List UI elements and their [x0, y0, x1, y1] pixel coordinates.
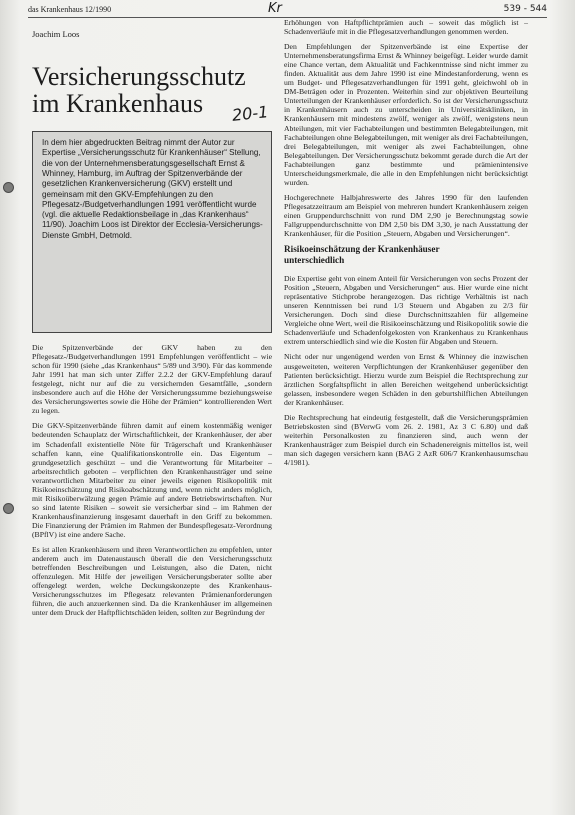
paragraph: Hochgerechnete Halbjahreswerte des Jahres 1990 für den laufenden Pflegesatzzeitraum am Beispiel von mehreren hundert Krankenhäusern zeigen einen Gruppendurchschnitt von rund DM 2,90 je Berechnungstag sowie Fallgruppendurchschnitte von DM 2,50 bis DM 3,30, je nach Ausstattung der Krankenhäuser, für die Position „Steuern, Abgaben und Versicherungen“.: [284, 192, 528, 239]
intro-box: In dem hier abgedruckten Beitrag nimmt der Autor zur Expertise „Versicherungsschutz für Krankenhäuser“ Stellung, die von der Unternehmensberatungsgesellschaft Ernst & Whinney, Hamburg, im Auftrag der Spitzenverbände der gesetzlichen Krankenversicherung (GKV) erstellt und gemeinsam mit den GKV-Empfehlungen zu den Pflegesatz-/Budgetverhandlungen 1991 veröffentlicht wurde (vgl. die aktuelle Redaktionsbeilage in „das Krankenhaus“ 11/90). Joachim Loos ist Direktor der Ecclesia-Versicherungs-Dienste GmbH, Detmold.: [32, 131, 272, 333]
right-column: [284, 18, 528, 473]
author: Joachim Loos: [32, 29, 80, 39]
paragraph: Erhöhungen von Haftpflichtprämien auch – soweit das möglich ist – Schadenverläufe mit in die Pflegesatzverhandlungen genommen werden.: [284, 18, 528, 37]
subheading-line-1: Risikoeinschätzung der Krankenhäuser: [284, 244, 440, 255]
paragraph: Die Spitzenverbände der GKV haben zu den Pflegesatz-/Budgetverhandlungen 1991 Empfehlungen veröffentlicht – wie schon für 1990 (siehe „das Krankenhaus“ 5/89 und 3/90). Für das kommende Jahr 1991 hat man sich unter Ziffer 2.2.2 der GKV-Empfehlung darauf festgelegt, nicht nur auf die zu versichernden Gesamtfälle, „sondern insbesondere auch auf die Höhe der Versicherungssumme beziehungsweise des Versicherungswertes sowie die Höhe der Prämien“ kontrollierenden Wert zu legen.: [32, 343, 272, 416]
paragraph: Die Expertise geht von einem Anteil für Versicherungen von sechs Prozent der Position „Steuern, Abgaben und Versicherungen“ aus. Hier wurde eine nicht repräsentative Stichprobe herangezogen. Das richtige Verhältnis ist nach unseren Kenntnissen bei rund 1/3 Steuern und Abgaben zu 2/3 für Versicherungen. Doch sind diese Durchschnittszahlen für allgemeine Vergleiche ohne Wert, weil die Risikoeinschätzung und Risikopolitik sowie die Schadenverläufe und Schadenfolgekosten von Krankenhaus zu Krankenhaus extrem unterschiedlich sind wie die Kosten für Abgaben und Steuern.: [284, 274, 528, 347]
left-column: [32, 30, 272, 623]
paragraph: Den Empfehlungen der Spitzenverbände ist eine Expertise der Unternehmensberatungsfirma Ernst & Whinney beigefügt. Leider wurde damit eine Chance vertan, dem Aktualität und Fachkenntnisse sind nicht immer zu finden. Aktualität aus dem Jahre 1990 ist eine Mindestanforderung, wenn es um Budget- und Pflegesatzverhandlungen für 1991 geht, gleichwohl ob in DM-Beträgen oder in Prozenten. Weiterhin sind zur objektiven Beurteilung Unterteilungen der Krankenhäuser erforderlich. So ist der Versicherungsschutz in Krankenhäusern auch zu unterscheiden in Universitätskliniken, in Krankenhäusern mit mindestens zwölf, weniger als zwölf, wenigstens neun Abteilungen, mit vier Fachabteilungen und bestimmten Belegabteilungen, mit Fachabteilungen ohne Belegabteilungen, mit weniger als drei Fachabteilungen, drei Belegabteilungen, mit weniger als zwei Fachabteilungen, ohne Belegabteilungen. Der Versicherungsschutz bekommt gerade durch die Art der Fachabteilungen ganz bestimmte und prämienintensive Unterscheidungsmerkmale, die alle in den Empfehlungen nicht berücksichtigt wurden.: [284, 42, 528, 187]
punch-hole-icon: [3, 182, 14, 193]
punch-hole-icon: [3, 503, 14, 514]
paragraph: Die Rechtsprechung hat eindeutig festgestellt, daß die Versicherungsprämien Betriebskosten sind (BVerwG vom 26. 2. 1981, Az 3 C 6.80) und daß weiterhin Personalkosten zu finanzieren sind, auch wenn der Krankenhausträger zum Beispiel durch ein Schadenereignis mittellos ist, weil man sich dagegen versichern kann (BAG 2 AzR 606/7 Krankenhausumschau 4/1981).: [284, 412, 528, 467]
paragraph: Nicht oder nur ungenügend werden von Ernst & Whinney die inzwischen ausgeweiteten, weiteren Verpflichtungen der Krankenhäuser gegenüber den Patienten berücksichtigt. Hierzu wurde zum Beispiel die Rechtsprechung zur ärztlichen Sorgfaltspflicht in allen Bereichen weitgehend unberücksichtigt gelassen, insbesondere wegen Schäden in den geburtshilflichen Abteilungen der Krankenhäuser.: [284, 352, 528, 407]
left-body: [32, 343, 272, 617]
journal-issue: das Krankenhaus 12/1990: [28, 5, 112, 14]
subheading: [284, 244, 528, 266]
title-line-2: im Krankenhaus: [32, 89, 204, 119]
subheading-line-2: unterschiedlich: [284, 255, 345, 266]
handwritten-mark: Kr: [268, 1, 282, 16]
paragraph: Die GKV-Spitzenverbände führen damit auf einem kostenmäßig weniger bedeutenden Schauplatz der Wirtschaftlichkeit, der Krankenhäuser, der aber im Schadenfall existentielle Nöte für Trägerschaft und Krankenhäuser schaffen kann, eine Qualifikationskontrolle ein. Das Eigentum – grundgesetzlich geschützt – und die Verantwortung für Mitarbeiter – arbeitsrechtlich geboten – verpflichten den Krankenhausträger und seine verantwortlichen Mitarbeiter zu einer jeweils eigenen Risikopolitik mit Risikoeinschätzung und Risikoabschätzung und, wenn nicht anders möglich, mit Risikoüberwälzung gegen Prämie auf andere Betriebswirtschaften. Nur so sind latente Risiken – soweit sie versicherbar sind – im Rahmen der Krankenhausfinanzierung insgesamt dauerhaft in den Griff zu bekommen. Die Finanzierung der Prämien im Rahmen der Bundespflegesatz-Verordnung (BPflV) ist eine andere Sache.: [32, 421, 272, 539]
paragraph: Es ist allen Krankenhäusern und ihren Verantwortlichen zu empfehlen, unter anderem auch im Datenaustausch überall die den Versicherungsschutz betreffenden Beschreibungen und Leistungen, also die Daten, nicht offenzulegen. Mit Hilfe der jeweiligen Versicherungsberater sollte aber offengelegt werden, welche Deckungskonzepte des Krankenhaus-Versicherungsschutzes im Pflegesatz relevanten Prämienanforderungen führen, die auch anzuerkennen sind. Da die Krankenhäuser im allgemeinen unter dem Druck der Haftpflichtschäden leiden, sollten zur Begründung der: [32, 545, 272, 618]
article-title: [32, 62, 272, 125]
page-range: 539 - 544: [503, 4, 547, 14]
handwritten-note: 20-1: [231, 102, 270, 125]
title-line-1: Versicherungsschutz: [32, 62, 246, 92]
